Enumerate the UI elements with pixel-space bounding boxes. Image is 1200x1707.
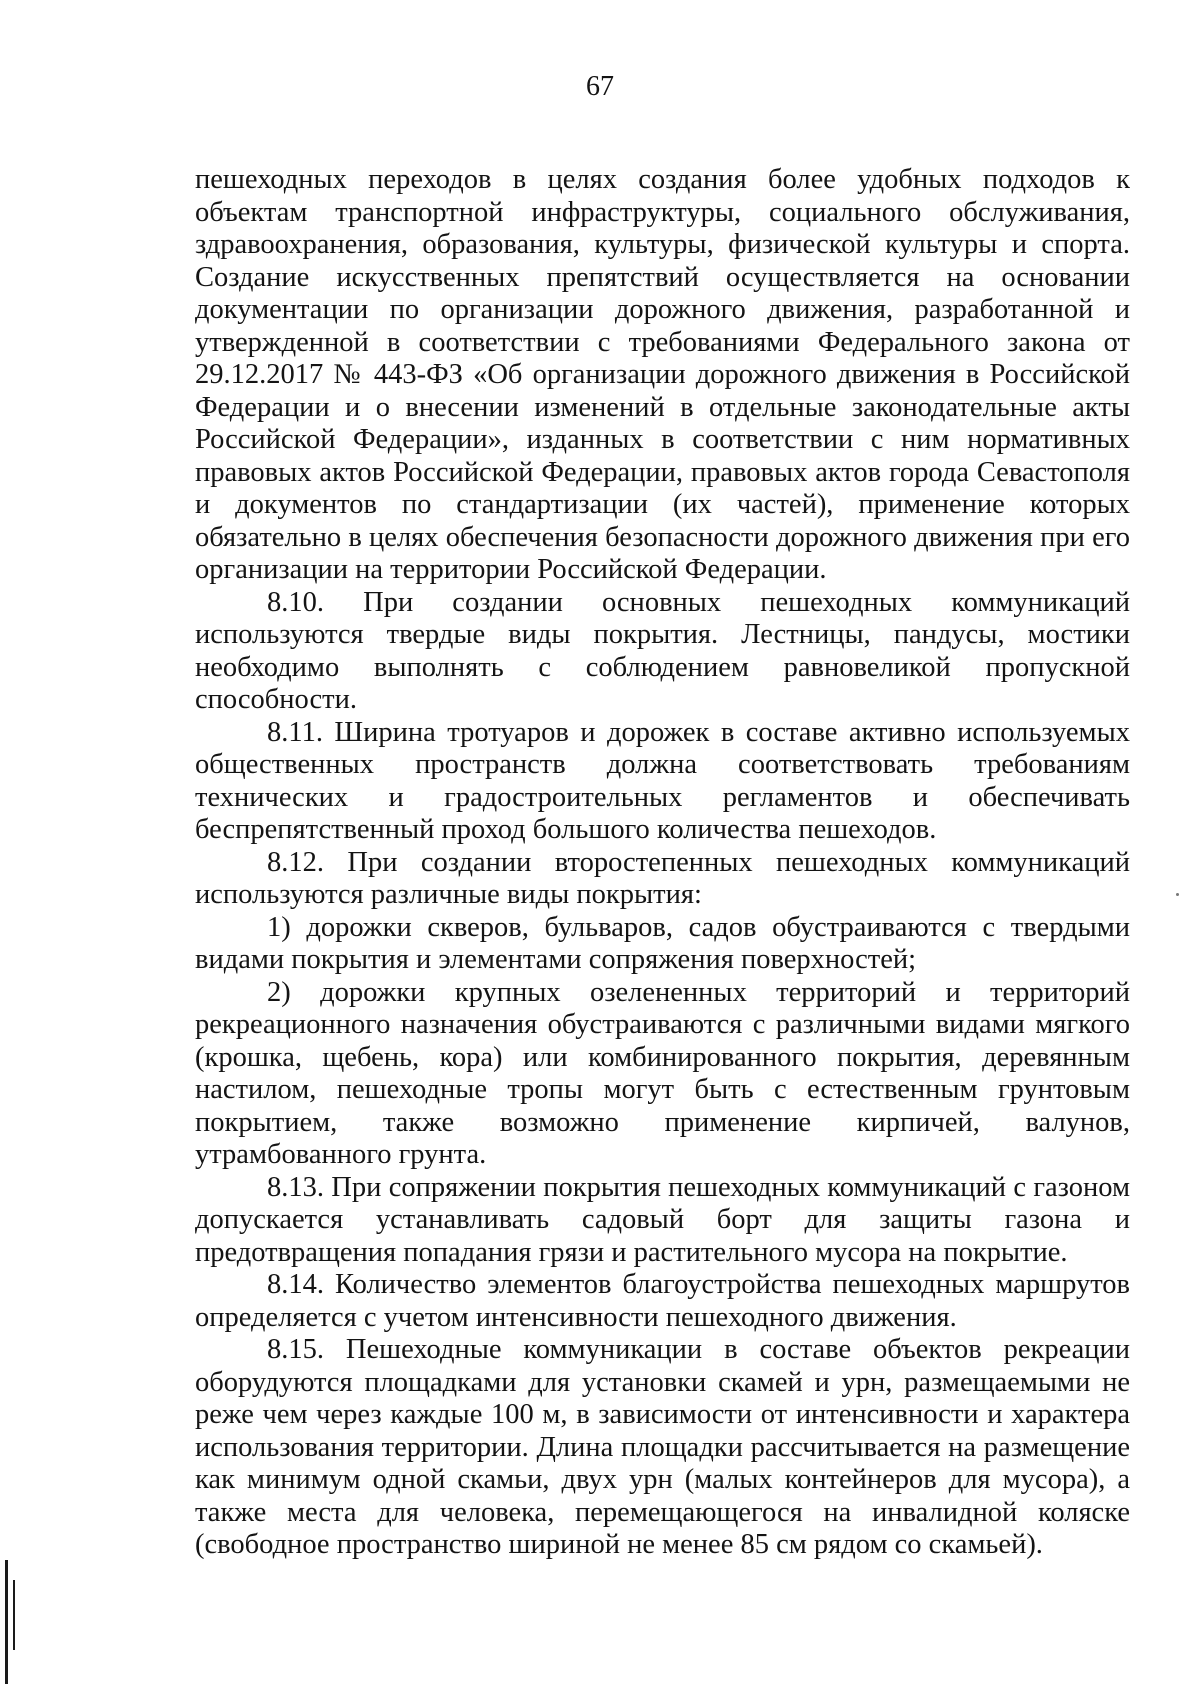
- paragraph-8-14: 8.14. Количество элементов благоустройства пешеходных маршрутов определяется с учетом интенсивности пешеходного движения.: [195, 1269, 1130, 1333]
- paragraph-8-12: 8.12. При создании второстепенных пешеходных коммуникаций используются различные виды покрытия:: [195, 846, 1130, 910]
- paragraph-8-13: 8.13. При сопряжении покрытия пешеходных коммуникаций с газоном допускается устанавливать садовый борт для защиты газона и предотвращения попадания грязи и растительного мусора на покрытие.: [195, 1171, 1130, 1268]
- list-item-1: 1) дорожки скверов, бульваров, садов обустраиваются с твердыми видами покрытия и элементами сопряжения поверхностей;: [195, 911, 1130, 975]
- scan-edge-mark-secondary: [13, 1580, 15, 1650]
- scan-speck: [1176, 893, 1179, 896]
- list-item-2: 2) дорожки крупных озелененных территорий и территорий рекреационного назначения обустраиваются с различными видами мягкого (крошка, щебень, кора) или комбинированного покрытия, деревянным настилом, пешеходные тропы могут быть с естественным грунтовым покрытием, также возможно применение кирпичей, валунов, утрамбованного грунта.: [195, 976, 1130, 1170]
- scan-edge-mark: [5, 1560, 8, 1684]
- paragraph-8-10: 8.10. При создании основных пешеходных коммуникаций используются твердые виды покрытия. Лестницы, пандусы, мостики необходимо выполнять с соблюдением равновеликой пропускной способности.: [195, 586, 1130, 715]
- paragraph-8-11: 8.11. Ширина тротуаров и дорожек в составе активно используемых общественных пространств должна соответствовать требованиям технических и градостроительных регламентов и обеспечивать беспрепятственный проход большого количества пешеходов.: [195, 716, 1130, 845]
- document-body: [195, 164, 1130, 1562]
- paragraph-8-15: 8.15. Пешеходные коммуникации в составе объектов рекреации оборудуются площадками для установки скамей и урн, размещаемыми не реже чем через каждые 100 м, в зависимости от интенсивности и характера использования территории. Длина площадки рассчитывается на размещение как минимум одной скамьи, двух урн (малых контейнеров для мусора), а также места для человека, перемещающегося на инвалидной коляске (свободное пространство шириной не менее 85 см рядом со скамьей).: [195, 1334, 1130, 1560]
- paragraph-continuation: пешеходных переходов в целях создания более удобных подходов к объектам транспортной инфраструктуры, социального обслуживания, здравоохранения, образования, культуры, физической культуры и спорта. Создание искусственных препятствий осуществляется на основании документации по организации дорожного движения, разработанной и утвержденной в соответствии с требованиями Федерального закона от 29.12.2017 № 443-ФЗ «Об организации дорожного движения в Российской Федерации и о внесении изменений в отдельные законодательные акты Российской Федерации», изданных в соответствии с ним нормативных правовых актов Российской Федерации, правовых актов города Севастополя и документов по стандартизации (их частей), применение которых обязательно в целях обеспечения безопасности дорожного движения при его организации на территории Российской Федерации.: [195, 164, 1130, 585]
- page-number: 67: [586, 71, 614, 102]
